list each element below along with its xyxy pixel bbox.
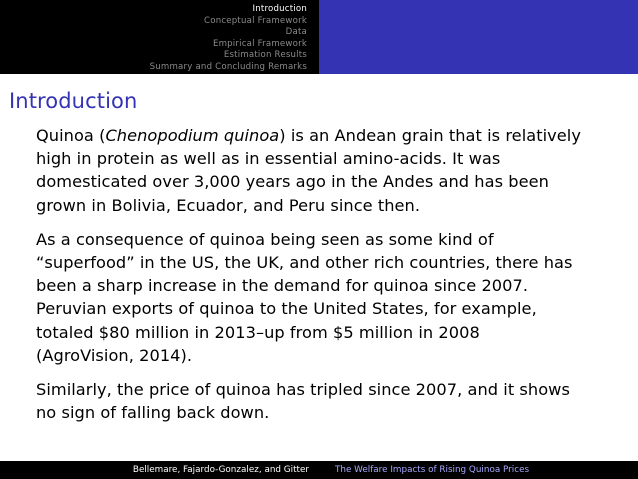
paragraph-line: domesticated over 3,000 years ago in the Andes and has been <box>36 172 549 192</box>
headline-bar <box>0 0 638 74</box>
paragraph-3 <box>36 378 602 424</box>
nav-section-empirical-framework[interactable]: Empirical Framework <box>212 38 307 49</box>
text-run: ) is an Andean grain that is relatively <box>279 126 581 145</box>
paragraph-line: Similarly, the price of quinoa has tripled since 2007, and it shows <box>36 380 570 400</box>
paragraph-line: been a sharp increase in the demand for quinoa since 2007. <box>36 276 529 296</box>
paragraph-line: no sign of falling back down. <box>36 403 270 423</box>
footer-bar <box>0 461 638 479</box>
nav-section-conceptual-framework[interactable]: Conceptual Framework <box>204 15 307 26</box>
footer-short-title: The Welfare Impacts of Rising Quinoa Prices <box>319 461 638 479</box>
paragraph-1 <box>36 124 602 217</box>
footer-authors: Bellemare, Fajardo-Gonzalez, and Gitter <box>0 461 319 479</box>
slide-title: Introduction <box>9 89 138 113</box>
nav-section-estimation-results[interactable]: Estimation Results <box>223 50 307 60</box>
section-navigation <box>0 0 319 74</box>
nav-section-introduction[interactable]: Introduction <box>252 4 307 14</box>
text-run: Quinoa ( <box>36 126 106 145</box>
paragraph-line <box>36 124 602 147</box>
paragraph-line: totaled $80 million in 2013–up from $5 million in 2008 <box>36 322 480 342</box>
paragraph-line: “superfood” in the US, the UK, and other rich countries, there has <box>36 253 573 273</box>
paragraph-2 <box>36 228 602 367</box>
paragraph-line: grown in Bolivia, Ecuador, and Peru since then. <box>36 195 421 215</box>
slide-body <box>36 124 602 424</box>
paragraph-line: Peruvian exports of quinoa to the United States, for example, <box>36 299 537 319</box>
paragraph-line: (AgroVision, 2014). <box>36 345 193 365</box>
nav-section-summary[interactable]: Summary and Concluding Remarks <box>149 61 307 72</box>
paragraph-line: As a consequence of quinoa being seen as some kind of <box>36 229 494 249</box>
nav-section-data[interactable]: Data <box>285 27 307 37</box>
headline-right-panel <box>319 0 638 74</box>
species-name: Chenopodium quinoa <box>105 126 280 145</box>
paragraph-line: high in protein as well as in essential amino-acids. It was <box>36 149 501 169</box>
